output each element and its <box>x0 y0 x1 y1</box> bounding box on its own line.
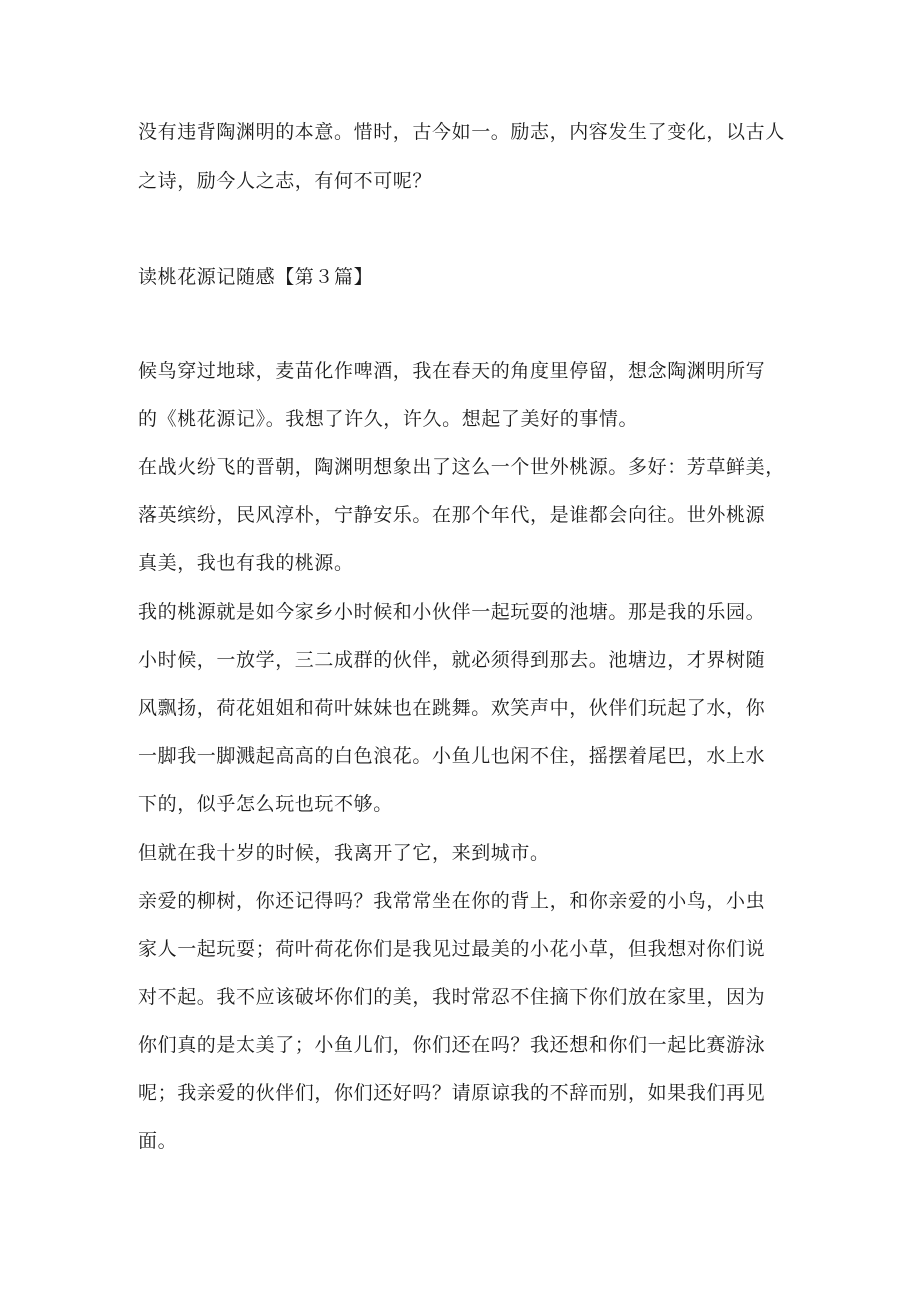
paragraph-3-line-5: 下的，似乎怎么玩也玩不够。 <box>138 793 393 815</box>
paragraph-5-line-5: 呢；我亲爱的伙伴们，你们还好吗？请原谅我的不辞而别，如果我们再见 <box>138 1082 766 1104</box>
section-title: 读桃花源记随感【第３篇】 <box>138 266 374 288</box>
intro-line-2: 之诗，励今人之志，有何不可呢？ <box>138 170 433 192</box>
paragraph-2-line-3: 真美，我也有我的桃源。 <box>138 552 354 574</box>
paragraph-5-line-6: 面。 <box>138 1130 178 1152</box>
paragraph-2-line-1: 在战火纷飞的晋朝，陶渊明想象出了这么一个世外桃源。多好：芳草鲜美， <box>138 456 785 478</box>
intro-line-1: 没有违背陶渊明的本意。惜时，古今如一。励志，内容发生了变化，以古人 <box>138 121 785 143</box>
paragraph-1-line-1: 候鸟穿过地球，麦苗化作啤酒，我在春天的角度里停留，想念陶渊明所写 <box>138 360 766 382</box>
paragraph-1-line-2: 的《桃花源记》。我想了许久，许久。想起了美好的事情。 <box>138 408 639 430</box>
paragraph-3-line-1: 我的桃源就是如今家乡小时候和小伙伴一起玩耍的池塘。那是我的乐园。 <box>138 601 766 623</box>
paragraph-5-line-2: 家人一起玩耍；荷叶荷花你们是我见过最美的小花小草，但我想对你们说 <box>138 938 766 960</box>
paragraph-5-line-4: 你们真的是太美了；小鱼儿们，你们还在吗？我还想和你们一起比赛游泳 <box>138 1034 766 1056</box>
paragraph-3-line-2: 小时候，一放学，三二成群的伙伴，就必须得到那去。池塘边，才界树随 <box>138 649 766 671</box>
paragraph-5-line-1: 亲爱的柳树，你还记得吗？我常常坐在你的背上，和你亲爱的小鸟，小虫 <box>138 890 766 912</box>
paragraph-5-line-3: 对不起。我不应该破坏你们的美，我时常忍不住摘下你们放在家里，因为 <box>138 986 766 1008</box>
paragraph-3-line-4: 一脚我一脚溅起高高的白色浪花。小鱼儿也闲不住，摇摆着尾巴，水上水 <box>138 745 766 767</box>
paragraph-3-line-3: 风飘扬，荷花姐姐和荷叶妹妹也在跳舞。欢笑声中，伙伴们玩起了水，你 <box>138 697 766 719</box>
paragraph-2-line-2: 落英缤纷，民风淳朴，宁静安乐。在那个年代，是谁都会向往。世外桃源 <box>138 504 766 526</box>
paragraph-4-line-1: 但就在我十岁的时候，我离开了它，来到城市。 <box>138 842 550 864</box>
